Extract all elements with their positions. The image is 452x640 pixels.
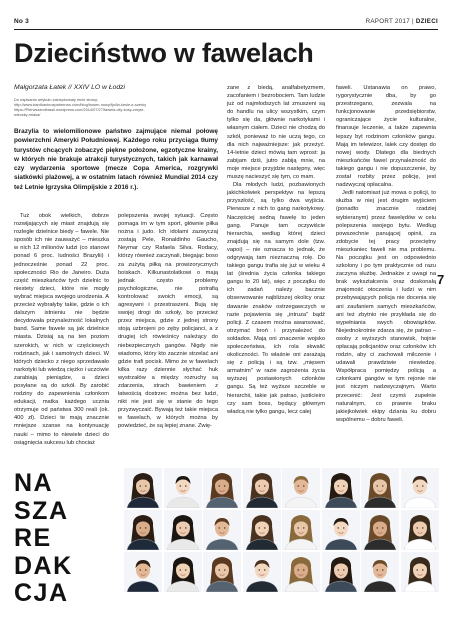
banner-line: RE <box>14 524 52 552</box>
team-member-photo <box>124 552 162 592</box>
team-photo-grid <box>124 467 438 635</box>
section-name: DZIECI <box>415 18 438 25</box>
sources-note <box>14 97 219 117</box>
text-column-1 <box>14 212 109 447</box>
team-member-photo <box>124 468 162 508</box>
text-column-2 <box>118 212 218 431</box>
byline <box>14 84 219 117</box>
banner-line: DAK <box>14 551 73 580</box>
team-member-photo <box>361 552 399 592</box>
sources-line: https://Pierwszamlbrasil.wordpress.com/2014/07/27/fawela-city-kosy-zmyte- <box>14 107 145 112</box>
sources-line: Do napisania artykułu zainspirowały mnie strony: <box>14 97 99 102</box>
team-member-photo <box>164 510 202 550</box>
team-member-photo <box>164 552 202 592</box>
banner-line: CJA <box>14 579 69 607</box>
team-member-photo <box>401 468 439 508</box>
paragraph: zane z biedą, analfabetyzmem, zacofaniem i bezrobociem. Tam ludzie już od najmłodszych lat zmuszeni są do handlu na ulicy wszystkim, czym tylko się da, głównie narkotykami i własnym ciałem. Dzieci nie chodzą do szkół, ponieważ to nie uczą tego, co dla nich najważniejsze: jak przeżyć. 14-letnie dzieci mówią tam wprost: ja zabijam dziś, jutro zabiją mnie, na moje miejsce przyjdzie następny, więc muszę nacieszyć się tym, co mam. <box>227 85 325 181</box>
header-right: RAPORT 2017 | DZIECI <box>365 18 438 25</box>
article-author: Małgorzata Łatek // XXIV LO w Łodzi <box>14 84 126 91</box>
team-member-photo <box>282 510 320 550</box>
team-member-photo <box>164 468 202 508</box>
team-member-photo <box>282 552 320 592</box>
team-member-photo <box>243 468 281 508</box>
team-member-photo <box>203 552 241 592</box>
text-column-4 <box>336 84 436 424</box>
team-member-photo <box>203 468 241 508</box>
text-column-3 <box>227 84 325 416</box>
team-member-photo <box>322 468 360 508</box>
team-member-photo <box>401 552 439 592</box>
publication-name: RAPORT 2017 <box>365 18 410 25</box>
header-rule <box>14 29 438 30</box>
sources-line: http://www.bardhaninospahernan.com/blog/husen-nowy/fjollin-kesle-e-szerky <box>14 102 147 107</box>
sources-line: wievsky-miasa/ <box>14 112 41 117</box>
paragraph: Jedli natomiast już mowa o policji, to służba w niej jest drugim wyjściem (ponadto znacznie rzadziej wybieranym) przez fawelędów w celu polepszenia swojego bytu. Według powszechnie panującej opinii, za zdobycie tej pracy przeciętny mieszkaniec faweli nie ma problemu. Na początku jest on odpowiednio szkolony i po tym praktycznie od razu zaczyna służbę. Jednakże z uwagi na brak wykształcenia oraz doskonałą znajomość otoczenia i ludzi w nim przebywających policja nie docenia się ani zaufaniem samych mieszkańców, ani też zbytnio nie przykłada się do wypełniania swych obowiązków. Niejednokrotnie zdarza się, że patrao – osoby z wyższych stanowisk, hojnie opłacają policjantów oraz członków ich rodzin, aby ci zachowali milczenie i udawali prawdziwie niewiedzę. Współpraca pomiędzy policją a członkami gangów w tym rejonie nie jest niczym nadzwyczajnym. Warto przecenić: Jest czymś zupełnie naturalnym, co prawnie braku jakiejkolwiek ekipy dziania ku dobru wspólnemu – dobru faweli. <box>336 190 436 423</box>
team-member-photo <box>361 468 399 508</box>
side-page-number: 7 <box>437 272 445 287</box>
paragraph: Tuż obok wielkich, dobrze rozwijających się miast znajdują się rozległe dzielnice biedy – fawele. Nie sposób ich nie zauważyć – mieszka w nich 12 milionów ludzi (co stanowi ponad 6 proc. ludności Brazylii) i jednocześnie ponad 22 proc. społeczności Rio de Janeiro. Duża część mieszkańców tych dzielnic to niestety dzieci, które nie mogły wybrać miejsca swojego urodzenia. A przecież wybrałyby takie, gdzie o ich dalszym istnieniu nie będzie decydowała przynależność lokalnych band. Same fawele są jak dzielnice miasta. Dzisiaj są na ten poziom szerokich, w nich w częściowych rodzinach, jak i samotnych dzieci. W których dziecko z niego sprzedawało narkotyki lub wiedzą ciężko i uczciwie zarabiają pieniądze, a dzieci posyłane są do szkół. By zarobić rodziny do zapewnienia członkom edukacji, matka każdego ucznia otrzymuje od państwa 300 reali (ok. 400 zł). Dzieci te mają znacznie mniejsze szanse na kontynuację nauki – mimo to niewiele dzieci do osiągnięcia sukcesu lub chociaż <box>14 213 109 446</box>
team-member-photo <box>282 468 320 508</box>
paragraph: Dla młodych ludzi, pozbawionych jakichkolwiek perspektyw na lepszą przyszłość, są tylko dwa wyjścia. Pierwsze z nich to gang narkotykowy. Naczęściej sedną fawelę to jeden gang. Panuje tam oczywiście hierarchia, według której dzieci znajdują się na samym dole (tzw. vapoi) – nie oznacza to jednak, że odgrywają tam nieznaczną rolę. Do takiego gangu trafia się już w wieku 4 lat (średnia życia członka takiego gangu to 20 lat), więc z początku do ich zadań należy bacznie obserwowanie najbliższej okolicy oraz dawanie znaków ostrzegawczych w razie pojawienia się „intruza" bądź policji. Z czasem można awansować, otrzymać broń i przynależeć do soldados. Mają oni znaczenie wojsko społeczeństwa, ich rola skwalić okoliczności. To właśnie oni zarażają się z policją i są tzw. „mięsem armatnim" w razie zagrożenia życia wyższej postawionych członków gangu. Są też wyższe szczeble w hierarchii, takie jak patrao, justicieiro czy sam boss, będący głównym władcą nie tylko gangu, lecz całej <box>227 182 325 415</box>
banner-line: SZA <box>14 496 69 525</box>
team-member-photo <box>243 552 281 592</box>
redakcja-banner <box>14 470 120 608</box>
page-number: No 3 <box>14 18 29 25</box>
paragraph: faweli. Ustanawia on prawo, rygorystycznie dba, by go przestrzegano, zezwala na funkcjonowanie przedsiębiorstw, ograniczające życie kulturalne, finansuje leczenie, a także zapewnia lepszy byt rodzinom członków gangu. Mają im telewizor, lalek czy dostęp do nowej wody. Dlatego dla biednych mieszkańców fawel przynależność do takiego gangu i nie dopuszczenie, by został rozbity przez policję, jest nadzwyczaj opłacalna. <box>336 85 436 189</box>
team-member-photo <box>401 510 439 550</box>
team-member-photo <box>322 552 360 592</box>
article-lead: Brazylia to wielomilionowe państwo zajmujące niemal połowę powierzchni Ameryki Południowej. Każdego roku przyciąga tłumy turystów chcących zobaczyć piękne położone, egzotyczne krainy, w których nie brakuje atrakcji turystycznych, takich jak karnawał czy wydarzenia sportowe (mecze Copa America, rozgrywki siatkówki plażowej, a w ostatnim latach również Mundial 2014 czy też Letnie Igrzyska Olimpijskie z 2016 r.). <box>14 128 218 191</box>
team-member-photo <box>322 510 360 550</box>
banner-line: NA <box>14 469 54 497</box>
team-member-photo <box>124 510 162 550</box>
team-member-photo <box>203 510 241 550</box>
paragraph: polepszenia swojej sytuacji. Często pomaga im w tym sport, głównie piłka nożna i judo. Ich idolami zazwyczaj zostają Pele, Ronaldinho Gaucho, Neymar czy Rafaela Silva. Rodacy, którzy również zaczynali, biegając boso za zużytą piłką na prowizorycznych boiskach. Kilkunastolatkowi o mają jednak często problemy psychologiczne, nie potrafią kontrolować swoich emocji, są agresywni i przestraszeni. Bują się swojej drogi do szkoły, bo przecież przez miejsca, gdzie z jednej strony stoją uzbrojeni po zęby policjanci, a z drugiej ich rówieśnicy należący do niebezpiecznych gangów. Nigdy nie wiadomo, który kto zacznie strzelać ani gdzie trafi pocisk. Mimo że w fawelach kilka razy dziennie słychać huk wystrzałów a między rozruchy są zdarzenia, strach bawieniem z łatwością dostrzec można bez ludzi, nikt nie jest się w stanie do tego przyzwyczaić. Bywają też takie miejsca w fawelach, w których można by powiedzieć, że są lepiej znane. Zwię- <box>118 213 218 430</box>
team-member-photo <box>361 510 399 550</box>
article-title: Dzieciństwo w fawelach <box>14 38 314 68</box>
team-member-photo <box>243 510 281 550</box>
